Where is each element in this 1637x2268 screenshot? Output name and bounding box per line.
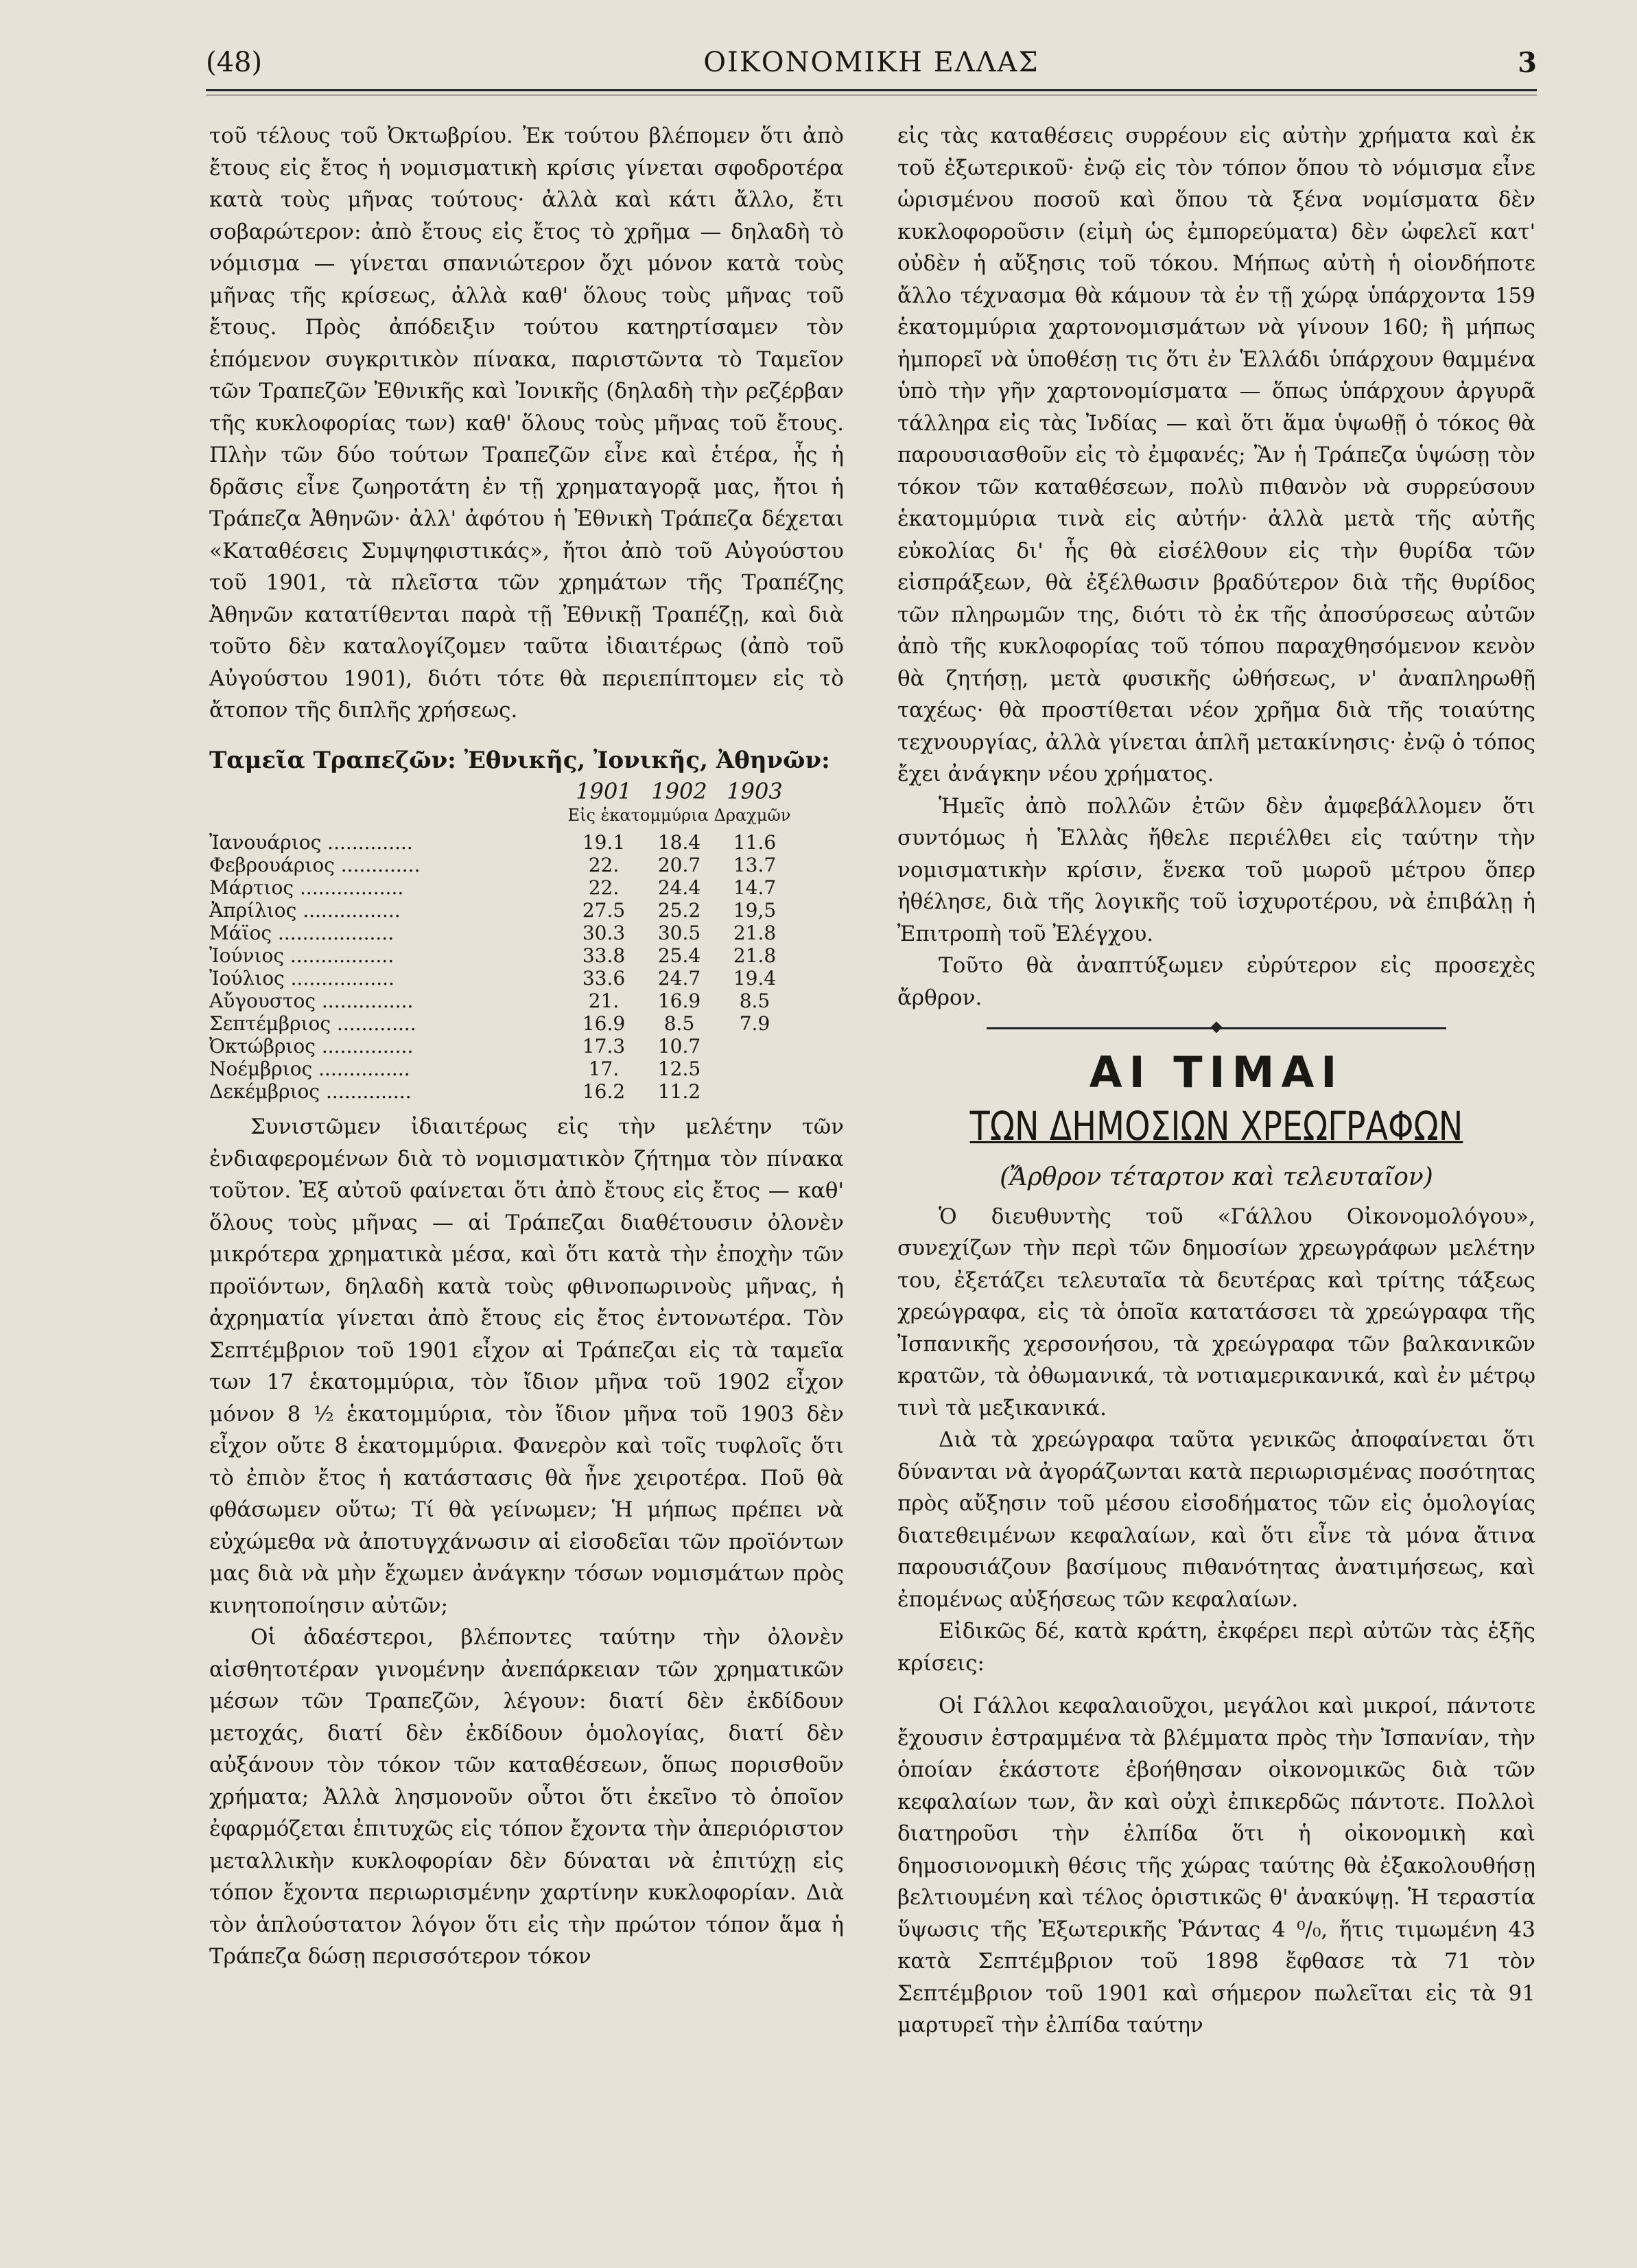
value-cell: 19.4: [733, 967, 777, 990]
value-cell: 20.7: [657, 854, 701, 876]
value-cell: 17.3: [582, 1035, 626, 1057]
year-header: 1903: [727, 778, 783, 804]
value-cell: 11.2: [657, 1080, 701, 1103]
value-cell: 7.9: [739, 1012, 770, 1035]
value-cell: 14.7: [733, 876, 777, 899]
month-cell: Μάρτιος .................: [209, 876, 404, 899]
value-cell: 19,5: [733, 899, 777, 922]
article-paragraph: Οἱ Γάλλοι κεφαλαιοῦχοι, μεγάλοι καὶ μικροί, πάντοτε ἔχουσιν ἐστραμμένα τὰ βλέμματα πρὸς τὴν Ἰσπανίαν, τὴν ὁποίαν ἑκάστοτε ἐβοήθησαν οἰκονομικῶς διὰ τῶν κεφαλαίων των, ἂν καὶ οὐχὶ ἐπικερδῶς πάντοτε. Πολλοὶ διατηροῦσι τὴν ἐλπίδα ὅτι ἡ οἰκονομικὴ καὶ δημοσιονομικὴ θέσις τῆς χώρας ταύτης θὰ ἐξακολουθήσῃ βελτιουμένη καὶ τέλος ὁριστικῶς θ' ἀνακύψῃ. Ἡ τεραστία ὕψωσις τῆς Ἐξωτερικῆς Ῥάντας 4 ⁰/₀, ἥτις τιμωμένη 43 κατὰ Σεπτέμβριον τοῦ 1898 ἔφθασε τὰ 71 τὸν Σεπτέμβριον τοῦ 1901 καὶ σήμερον πωλεῖται εἰς τὰ 91 μαρτυρεῖ τὴν ἐλπίδα ταύτην: [897, 1694, 1535, 2037]
table-row: [209, 944, 792, 967]
value-cell: 33.6: [582, 967, 626, 990]
value-cell: 17.: [588, 1057, 620, 1080]
month-cell: Ὀκτώβριος ...............: [209, 1035, 414, 1057]
value-cell: 11.6: [733, 831, 777, 854]
table-row: [209, 876, 792, 899]
month-cell: Ἀπρίλιος ................: [209, 899, 401, 922]
article-paragraph: Οἱ ἀδαέστεροι, βλέποντες ταύτην τὴν ὀλονὲν αἰσθητοτέραν γινομένην ἀνεπάρκειαν τῶν χρηματικῶν μέσων τῶν Τραπεζῶν, λέγουν: διατί δὲν ἐκδίδουν μετοχάς, διατί δὲν ἐκδίδουν ὁμολογίας, διατί δὲν αὐξάνουν τὸν τόκον τῶν καταθέσεων, ὅπως πορισθοῦν χρήματα; Ἀλλὰ λησμονοῦν οὗτοι ὅτι ἐκεῖνο τὸ ὁποῖον ἐφαρμόζεται ἐπιτυχῶς εἰς τόπον ἔχοντα τὴν ἀπεριόριστον μεταλλικὴν κυκλοφορίαν δὲν δύναται νὰ ἐπιτύχῃ εἰς τόπον ἔχοντα περιωρισμένην χαρτίνην κυκλοφορίαν. Διὰ τὸν ἁπλούστατον λόγον ὅτι εἰς τὴν πρώτον τόπον ἅμα ἡ Τράπεζα δώσῃ περισσότερον τόκον: [209, 1625, 844, 1969]
value-cell: [717, 1057, 792, 1080]
month-cell: Ἰανουάριος ..............: [209, 831, 413, 854]
table-unit-row: [209, 804, 792, 831]
value-cell: 33.8: [582, 944, 626, 967]
value-cell: 22.: [588, 876, 620, 899]
page-number: 3: [1518, 47, 1537, 79]
table-row: [209, 967, 792, 990]
month-cell: Ἰούνιος .................: [209, 944, 394, 967]
value-cell: 19.1: [582, 831, 626, 854]
value-cell: 8.5: [663, 1012, 695, 1035]
value-cell: 21.8: [733, 944, 777, 967]
month-cell: Φεβρουάριος .............: [209, 854, 421, 876]
bank-reserves-table: [209, 780, 792, 1103]
table-row: [209, 831, 792, 854]
month-cell: Αὔγουστος ...............: [209, 990, 414, 1012]
value-cell: 18.4: [657, 831, 701, 854]
table-row: [209, 1035, 792, 1057]
table-row: [209, 990, 792, 1012]
table-row: [209, 922, 792, 944]
value-cell: 25.4: [657, 944, 701, 967]
value-cell: 8.5: [739, 990, 770, 1012]
value-cell: 21.8: [733, 922, 777, 944]
article-paragraph: εἰς τὰς καταθέσεις συρρέουν εἰς αὐτὴν χρήματα καὶ ἐκ τοῦ ἐξωτερικοῦ· ἐνῷ εἰς τὸν τόπον ὅπου τὸ νόμισμα εἶνε ὡρισμένου ποσοῦ καὶ ὅπου τὰ ξένα νομίσματα δὲν κυκλοφοροῦσιν (εἰμὴ ὡς ἐμπορεύματα) δὲν ὠφελεῖ κατ' οὐδὲν ἡ αὔξησις τοῦ τόκου. Μήπως αὐτὴ ἡ οἱονδήποτε ἄλλο τέχνασμα θὰ κάμουν τὰ ἐν τῇ χώρᾳ ὑπάρχοντα 159 ἑκατομμύρια χαρτονομισμάτων νὰ γίνουν 160; ἢ μήπως ἠμπορεῖ νὰ ὑποθέσῃ τις ὅτι ἐν Ἑλλάδι ὑπάρχουν θαμμένα ὑπὸ τὴν γῆν χαρτονομίσματα — ὅπως ὑπάρχουν ἀργυρᾶ τάλληρα εἰς τὰς Ἰνδίας — καὶ ὅτι ἅμα ὑψωθῇ ὁ τόκος θὰ παρουσιασθοῦν εἰς τὸ ἐμφανές; Ἂν ἡ Τράπεζα ὑψώσῃ τὸν τόκον τῶν καταθέσεων, πολὺ πιθανὸν νὰ συρρεύσουν ἑκατομμύρια τινὰ εἰς αὐτήν· ἀλλὰ μετὰ τῆς αὐτῆς εὐκολίας δι' ἧς θὰ εἰσέλθουν εἰς τὴν θυρίδα τῶν εἰσπράξεων, θὰ ἐξέλθωσιν βραδύτερον διὰ τῆς θυρίδος τῶν πληρωμῶν της, διότι τὸ ἐκ τῆς ἀποσύρσεως αὐτῶν ἀπὸ τῆς κυκλοφορίας τοῦ τόπου παραχθησόμενον κενὸν θὰ ζητήσῃ, μετὰ φυσικῆς ὠθήσεως, ν' ἀναπληρωθῇ ταχέως· θὰ προστίθεται νέον χρῆμα διὰ τῆς τοιαύτης τεχνουργίας, ἀλλὰ γίνεται ἁπλῆ μετακίνησις· ἐνῷ ὁ τόπος ἔχει ἀνάγκην νέου χρήματος.: [897, 124, 1535, 786]
month-cell: Δεκέμβριος ..............: [209, 1080, 412, 1103]
value-cell: 22.: [588, 854, 620, 876]
value-cell: 24.4: [657, 876, 701, 899]
article-heading: ΑΙ ΤΙΜΑΙ: [1089, 1047, 1344, 1097]
left-column: [209, 120, 844, 1973]
page-header: [206, 47, 1537, 88]
article-paragraph: Τοῦτο θὰ ἀναπτύξωμεν εὐρύτερον εἰς προσεχὲς ἄρθρον.: [897, 953, 1535, 1010]
article-paragraph: Διὰ τὰ χρεώγραφα ταῦτα γενικῶς ἀποφαίνεται ὅτι δύνανται νὰ ἀγοράζωνται κατὰ περιωρισμένας ποσότητας πρὸς αὔξησιν τοῦ μέσου εἰσοδήματος τῶν εἰς ὁμολογίας διατεθειμένων κεφαλαίων, καὶ ὅτι εἶνε τὰ μόνα ἄτινα παρουσιάζουν βασίμους πιθανότητας ἀνατιμήσεως, καὶ ἐπομένως αὐξήσεως τῶν κεφαλαίων.: [897, 1427, 1535, 1612]
header-rule: [206, 89, 1537, 91]
value-cell: 10.7: [657, 1035, 701, 1057]
article-subtitle: (Ἄρθρον τέταρτον καὶ τελευταῖον): [1000, 1163, 1433, 1191]
table-year-row: [209, 780, 792, 804]
value-cell: 16.2: [582, 1080, 626, 1103]
table-row: [209, 1057, 792, 1080]
year-header: 1902: [651, 778, 707, 804]
table-row: [209, 854, 792, 876]
table-row: [209, 1012, 792, 1035]
value-cell: 30.5: [657, 922, 701, 944]
month-cell: Νοέμβριος ...............: [209, 1057, 410, 1080]
value-cell: 16.9: [582, 1012, 626, 1035]
article-paragraph: Συνιστῶμεν ἰδιαιτέρως εἰς τὴν μελέτην τῶν ἐνδιαφερομένων διὰ τὸ νομισματικὸν ζήτημα τὸν πίνακα τοῦτον. Ἐξ αὐτοῦ φαίνεται ὅτι ἀπὸ ἔτους εἰς ἔτος — καθ' ὅλους τοὺς μῆνας — αἱ Τράπεζαι διαθέτουσιν ὀλονὲν μικρότερα χρηματικὰ μέσα, καὶ ὅτι κατὰ τὴν ἐποχὴν τῶν προϊόντων, δηλαδὴ κατὰ τοὺς φθινοπωρινοὺς μῆνας, ἡ ἀχρηματία γίνεται ἀπὸ ἔτους εἰς ἔτος ἐντονωτέρα. Τὸν Σεπτέμβριον τοῦ 1901 εἶχον αἱ Τράπεζαι εἰς τὰ ταμεῖα των 17 ἑκατομμύρια, τὸν ἴδιον μῆνα τοῦ 1902 εἶχον μόνον 8 ½ ἑκατομμύρια, τὸν ἴδιον μῆνα τοῦ 1903 δὲν εἶχον οὔτε 8 ἑκατομμύρια. Φανερὸν καὶ τοῖς τυφλοῖς ὅτι τὸ ἐπιὸν ἔτος ἡ κατάστασις θὰ ἦνε χειροτέρα. Ποῦ θὰ φθάσωμεν οὕτω; Τί θὰ γείνωμεν; Ἡ μήπως πρέπει νὰ εὐχώμεθα νὰ ἀποτυγχάνωσιν αἱ εἰσοδεῖαι τῶν προϊόντων μας διὰ νὰ μὴν ἔχωμεν ἀνάγκην τόσων νομισμάτων πρὸς κινητοποίησιν αὐτῶν;: [209, 1114, 844, 1618]
table-title: Ταμεῖα Τραπεζῶν: Ἐθνικῆς, Ἰονικῆς, Ἀθηνῶν:: [209, 746, 830, 774]
value-cell: 16.9: [657, 990, 701, 1012]
article-paragraph: Εἰδικῶς δέ, κατὰ κράτη, ἐκφέρει περὶ αὐτῶν τὰς ἑξῆς κρίσεις:: [897, 1619, 1535, 1676]
table-unit: Εἰς ἑκατομμύρια Δραχμῶν: [567, 806, 791, 825]
value-cell: 30.3: [582, 922, 626, 944]
section-separator: [897, 1018, 1535, 1038]
value-cell: 24.7: [657, 967, 701, 990]
month-cell: Σεπτέμβριος .............: [209, 1012, 416, 1035]
publication-title: ΟΙΚΟΝΟΜΙΚΗ ΕΛΛΑΣ: [703, 47, 1039, 78]
article-paragraph: Ἡμεῖς ἀπὸ πολλῶν ἐτῶν δὲν ἀμφεβάλλομεν ὅτι συντόμως ἡ Ἑλλὰς ἤθελε περιέλθει εἰς ταύτην τὴν νομισματικὴν κρίσιν, ἕνεκα τοῦ μωροῦ μέτρου ὅπερ ἠθέλησε, διὰ τῆς λογικῆς τοῦ ἰσχυροτέρου, νὰ ἐπιβάλῃ ἡ Ἐπιτροπὴ τοῦ Ἐλέγχου.: [897, 793, 1535, 946]
issue-number: (48): [206, 47, 263, 78]
value-cell: 13.7: [733, 854, 777, 876]
month-cell: Ἰούλιος .................: [209, 967, 394, 990]
article-paragraph: τοῦ τέλους τοῦ Ὀκτωβρίου. Ἐκ τούτου βλέπομεν ὅτι ἀπὸ ἔτους εἰς ἔτος ἡ νομισματικὴ κρίσις γίνεται σφοδροτέρα κατὰ τοὺς μῆνας τούτους· ἀλλὰ καὶ κάτι ἄλλο, ἔτι σοβαρώτερον: ἀπὸ ἔτους εἰς ἔτος τὸ χρῆμα — δηλαδὴ τὸ νόμισμα — γίνεται σπανιώτερον ὄχι μόνον κατὰ τοὺς μῆνας τῆς κρίσεως, ἀλλὰ καθ' ὅλους τοὺς μῆνας τοῦ ἔτους. Πρὸς ἀπόδειξιν τούτου κατηρτίσαμεν τὸν ἑπόμενον συγκριτικὸν πίνακα, παριστῶντα τὸ Ταμεῖον τῶν Τραπεζῶν Ἐθνικῆς καὶ Ἰονικῆς (δηλαδὴ τὴν ρεζέρβαν τῆς κυκλοφορίας των) καθ' ὅλους τοὺς μῆνας τοῦ ἔτους. Πλὴν τῶν δύο τούτων Τραπεζῶν εἶνε καὶ ἑτέρα, ἧς ἡ δρᾶσις εἶνε ζωηροτάτη ἐν τῇ χρηματαγορᾷ μας, ἤτοι ἡ Τράπεζα Ἀθηνῶν· ἀλλ' ἀφότου ἡ Ἐθνικὴ Τράπεζα δέχεται «Καταθέσεις Συμψηφιστικάς», ἤτοι ἀπὸ τοῦ Αὐγούστου τοῦ 1901, τὰ πλεῖστα τῶν χρημάτων τῆς Τραπέζης Ἀθηνῶν κατατίθενται παρὰ τῇ Ἐθνικῇ Τραπέζῃ, καὶ διὰ τοῦτο δὲν καταλογίζομεν ταῦτα ἰδιαιτέρως (ἀπὸ τοῦ Αὐγούστου 1901), διότι τότε θὰ περιεπίπτομεν εἰς τὸ ἄτοπον τῆς διπλῆς χρήσεως.: [209, 124, 844, 723]
value-cell: [717, 1080, 792, 1103]
right-column: [897, 120, 1535, 2042]
value-cell: 21.: [588, 990, 620, 1012]
article-paragraph: Ὁ διευθυντὴς τοῦ «Γάλλου Οἰκονομολόγου», συνεχίζων τὴν περὶ τῶν δημοσίων χρεωγράφων μελέτην του, ἐξετάζει τελευταῖα τὰ δευτέρας καὶ τρίτης τάξεως χρεώγραφα, εἰς τὰ ὁποῖα κατατάσσει τὰ χρεώγραφα τῆς Ἰσπανικῆς χερσονήσου, τὰ χρεώγραφα τῶν βαλκανικῶν κρατῶν, τὰ ὀθωμανικά, τὰ νοτιαμερικανικά, καὶ ἐν μέτρῳ τινὶ τὰ μεξικανικά.: [897, 1204, 1535, 1421]
value-cell: [717, 1035, 792, 1057]
value-cell: 25.2: [657, 899, 701, 922]
month-cell: Μάϊος ...................: [209, 922, 394, 944]
table-row: [209, 1080, 792, 1103]
article-heading-sub: ΤΩΝ ΔΗΜΟΣΙΩΝ ΧΡΕΩΓΡΑΦΩΝ: [969, 1103, 1463, 1149]
value-cell: 12.5: [657, 1057, 701, 1080]
table-row: [209, 899, 792, 922]
year-header: 1901: [576, 778, 632, 804]
value-cell: 27.5: [582, 899, 626, 922]
